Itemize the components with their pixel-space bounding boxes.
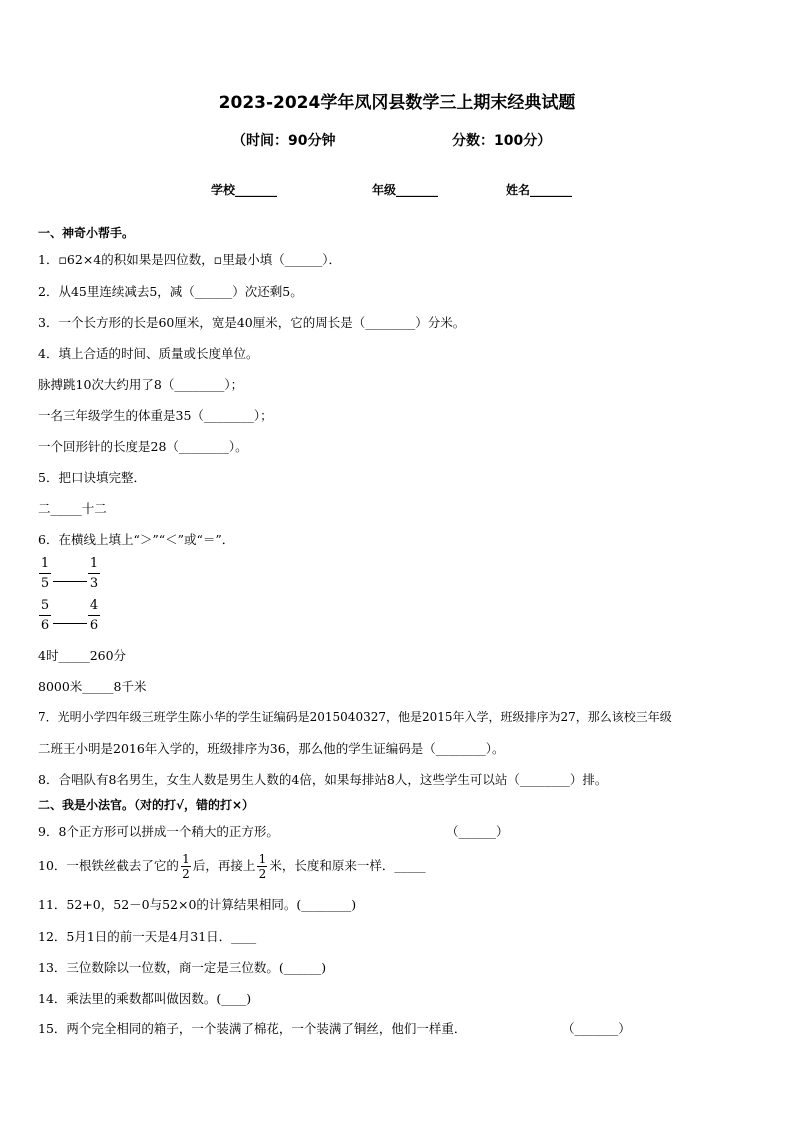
question-2: 2．从45里连续减去5，减（______）次还剩5。 (38, 284, 303, 299)
exam-score: 分数：100分） (452, 133, 552, 149)
question-8: 8．合唱队有8名男生，女生人数是男生人数的4倍，如果每排站8人，这些学生可以站（________）排。 (38, 772, 608, 787)
question-1: 1．▫62×4的积如果是四位数，▫里最小填（______）． (38, 252, 341, 267)
section-1-heading: 一、神奇小帮手。 (38, 226, 135, 240)
question-4-c: 一个回形针的长度是28（________）。 (38, 439, 248, 454)
question-5-line: 二_____十二 (38, 501, 107, 516)
answer-line (53, 581, 87, 582)
question-7-line-2: 二班王小明是2016年入学的，班级排序为36，那么他的学生证编码是（________）。 (38, 741, 505, 756)
fraction-5-6: 5 6 (40, 598, 50, 633)
question-5-stem: 5．把口诀填完整． (38, 470, 146, 485)
question-10-part-1: 10．一根铁丝截去了它的 (38, 858, 179, 873)
name-field: 姓名_______ (506, 183, 573, 197)
fraction-1-2: $\frac{1}{2}$ (258, 852, 267, 881)
question-9-blank: （______） (446, 824, 509, 839)
section-2-heading: 二、我是小法官。（对的打√，错的打×） (38, 798, 255, 812)
question-15-blank: （_______） (562, 1021, 631, 1036)
grade-field: 年级_______ (372, 183, 439, 197)
question-4-a: 脉搏跳10次大约用了8（________）； (38, 377, 244, 392)
question-12: 12．5月1日的前一天是4月31日．____ (38, 929, 257, 944)
exam-time: （时间：90分钟 (232, 133, 336, 149)
question-10 (38, 848, 426, 884)
fraction-1-2: $\frac{1}{2}$ (182, 852, 190, 881)
question-10-part-3: 米，长度和原来一样．_____ (269, 858, 426, 873)
question-4-b: 一名三年级学生的体重是35（________）； (38, 408, 273, 423)
question-13: 13．三位数除以一位数，商一定是三位数。(______) (38, 960, 327, 975)
question-15: 15．两个完全相同的箱子，一个装满了棉花，一个装满了铜丝，他们一样重． (38, 1021, 467, 1036)
school-field: 学校_______ (211, 183, 278, 197)
question-3: 3．一个长方形的长是60厘米，宽是40厘米，它的周长是（________）分米。 (38, 315, 466, 330)
question-4-stem: 4．填上合适的时间、质量或长度单位。 (38, 346, 259, 361)
question-6-c: 4时_____260分 (38, 648, 127, 663)
fraction-4-6: 4 6 (89, 598, 99, 633)
question-6-stem: 6．在横线上填上“＞”“＜”或“＝”． (38, 532, 235, 547)
answer-line (53, 623, 87, 624)
question-7-line-1: 7．光明小学四年级三班学生陈小华的学生证编码是2015040327，他是2015年入学，班级排序为27，那么该校三年级 (38, 710, 672, 724)
question-14: 14．乘法里的乘数都叫做因数。(____) (38, 991, 252, 1006)
page-title: 2023-2024学年凤冈县数学三上期末经典试题 (218, 93, 576, 113)
question-10-part-2: 后，再接上 (192, 858, 256, 873)
question-6-d: 8000米_____8千米 (38, 679, 147, 694)
question-11: 11．52+0，52－0与52×0的计算结果相同。(________) (38, 897, 357, 912)
fraction-1-5: 1 5 (40, 556, 50, 591)
question-9: 9．8个正方形可以拼成一个稍大的正方形。 (38, 824, 279, 839)
fraction-1-3: 1 3 (89, 556, 99, 591)
